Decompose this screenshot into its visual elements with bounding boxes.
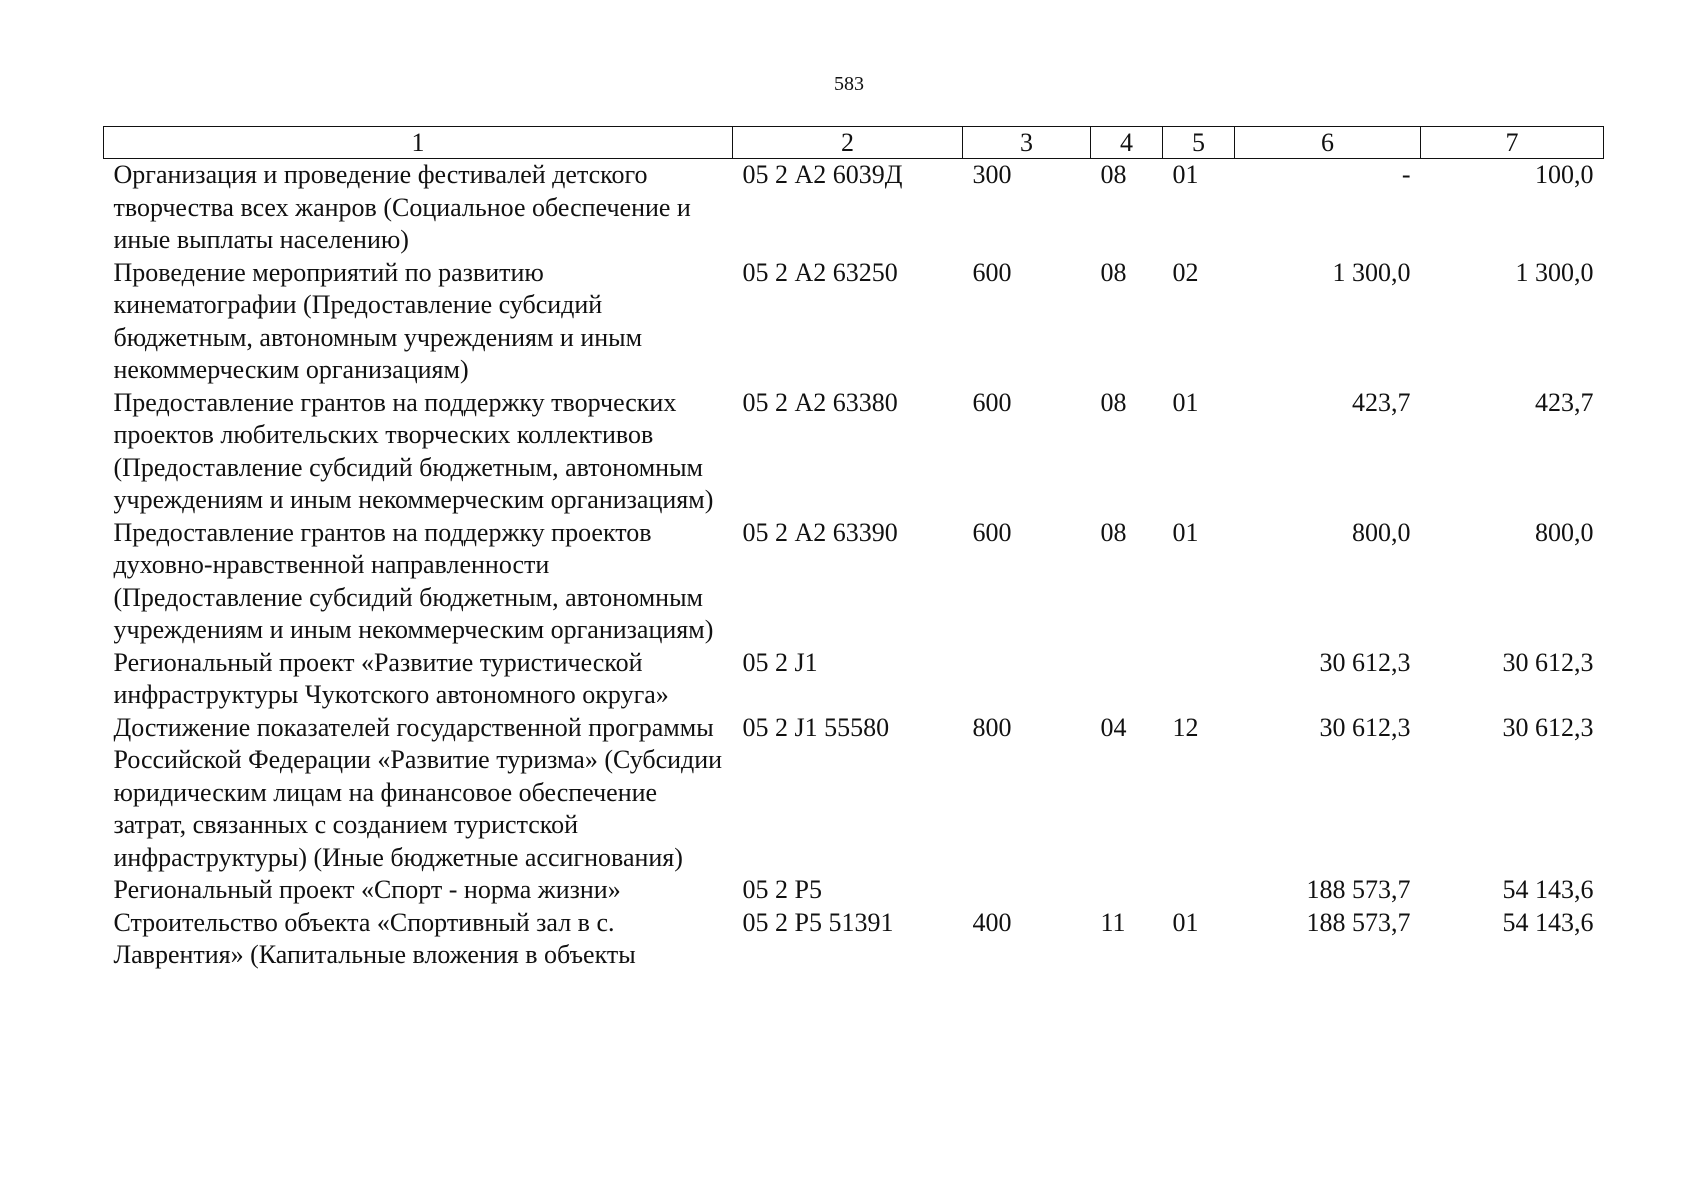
row-code: 05 2 А2 63250	[742, 257, 898, 287]
table-header	[104, 127, 1604, 159]
row-amount-2: 54 143,6	[1502, 875, 1594, 904]
page-number: 583	[834, 73, 864, 95]
table-body	[104, 159, 1604, 972]
column-header-5: 5	[1163, 127, 1235, 159]
row-expense-type: 800	[972, 712, 1012, 742]
row-name: Достижение показателей государственной программы Российской Федерации «Развитие туризма» (Субсидии юридическим лицам на финансовое обеспечение затрат, связанных с созданием туристской инфраструктуры) (Иные бюджетные ассигнования)	[113, 712, 723, 872]
row-name: Проведение мероприятий по развитию кинематографии (Предоставление субсидий бюджетным, автономным учреждениям и иным некоммерческим организациям)	[113, 257, 643, 384]
row-name: Региональный проект «Развитие туристической инфраструктуры Чукотского автономного округа»	[113, 647, 669, 709]
row-subsection: 01	[1172, 387, 1199, 417]
row-amount-1: 1 300,0	[1332, 257, 1411, 287]
row-section: 04	[1100, 712, 1127, 742]
row-amount-1: 188 573,7	[1306, 907, 1411, 937]
row-code: 05 2 А2 63380	[742, 387, 898, 417]
row-code: 05 2 J1 55580	[742, 712, 890, 742]
row-name: Предоставление грантов на поддержку творческих проектов любительских творческих коллективов (Предоставление субсидий бюджетным, автономным учреждениям и иным некоммерческим организациям)	[113, 387, 714, 514]
row-name: Организация и проведение фестивалей детского творчества всех жанров (Социальное обеспечение и иные выплаты населению)	[113, 160, 691, 254]
row-expense-type: 600	[972, 387, 1012, 417]
row-amount-2: 30 612,3	[1502, 647, 1594, 677]
column-header-7: 7	[1421, 127, 1604, 159]
row-amount-1: -	[1401, 160, 1411, 189]
row-expense-type	[963, 647, 1091, 712]
row-amount-1: 30 612,3	[1319, 712, 1411, 742]
table-row	[104, 647, 1604, 712]
row-subsection: 01	[1172, 517, 1199, 547]
budget-table	[103, 126, 1604, 972]
column-header-1: 1	[104, 127, 733, 159]
table-row	[104, 517, 1604, 647]
row-expense-type: 300	[972, 160, 1012, 189]
row-section	[1091, 874, 1163, 907]
row-subsection: 02	[1172, 257, 1199, 287]
row-amount-2: 800,0	[1535, 517, 1594, 547]
row-name: Региональный проект «Спорт - норма жизни»	[113, 875, 621, 904]
table-row	[104, 712, 1604, 875]
row-code: 05 2 А2 63390	[742, 517, 898, 547]
row-section: 08	[1100, 160, 1127, 189]
row-section: 08	[1100, 387, 1127, 417]
row-section: 08	[1100, 257, 1127, 287]
row-code: 05 2 J1	[742, 647, 818, 677]
row-amount-2: 100,0	[1535, 160, 1594, 189]
row-amount-2: 30 612,3	[1502, 712, 1594, 742]
row-subsection: 01	[1172, 160, 1199, 189]
row-code: 05 2 А2 6039Д	[742, 160, 903, 189]
row-expense-type: 600	[972, 257, 1012, 287]
row-amount-1: 800,0	[1352, 517, 1411, 547]
row-code: 05 2 P5	[742, 875, 822, 904]
row-amount-2: 54 143,6	[1502, 907, 1594, 937]
table-row	[104, 159, 1604, 257]
row-amount-2: 1 300,0	[1515, 257, 1594, 287]
row-amount-1: 30 612,3	[1319, 647, 1411, 677]
table-row	[104, 874, 1604, 907]
header-row	[104, 127, 1604, 159]
row-expense-type: 600	[972, 517, 1012, 547]
row-expense-type	[963, 874, 1091, 907]
row-amount-1: 188 573,7	[1306, 875, 1411, 904]
column-header-3: 3	[963, 127, 1091, 159]
table-row	[104, 387, 1604, 517]
row-expense-type: 400	[972, 907, 1012, 937]
row-section: 11	[1100, 907, 1126, 937]
row-amount-2: 423,7	[1535, 387, 1594, 417]
row-section: 08	[1100, 517, 1127, 547]
row-code: 05 2 P5 51391	[742, 907, 894, 937]
row-section	[1091, 647, 1163, 712]
row-name: Предоставление грантов на поддержку проектов духовно-нравственной направленности (Предоставление субсидий бюджетным, автономным учреждениям и иным некоммерческим организациям)	[113, 517, 714, 644]
row-amount-1: 423,7	[1352, 387, 1411, 417]
row-name: Строительство объекта «Спортивный зал в с. Лаврентия» (Капитальные вложения в объекты	[113, 907, 636, 969]
table-row	[104, 257, 1604, 387]
column-header-6: 6	[1235, 127, 1421, 159]
row-subsection: 01	[1172, 907, 1199, 937]
column-header-2: 2	[733, 127, 963, 159]
row-subsection	[1163, 874, 1235, 907]
row-subsection: 12	[1172, 712, 1199, 742]
row-subsection	[1163, 647, 1235, 712]
column-header-4: 4	[1091, 127, 1163, 159]
table-row	[104, 907, 1604, 972]
